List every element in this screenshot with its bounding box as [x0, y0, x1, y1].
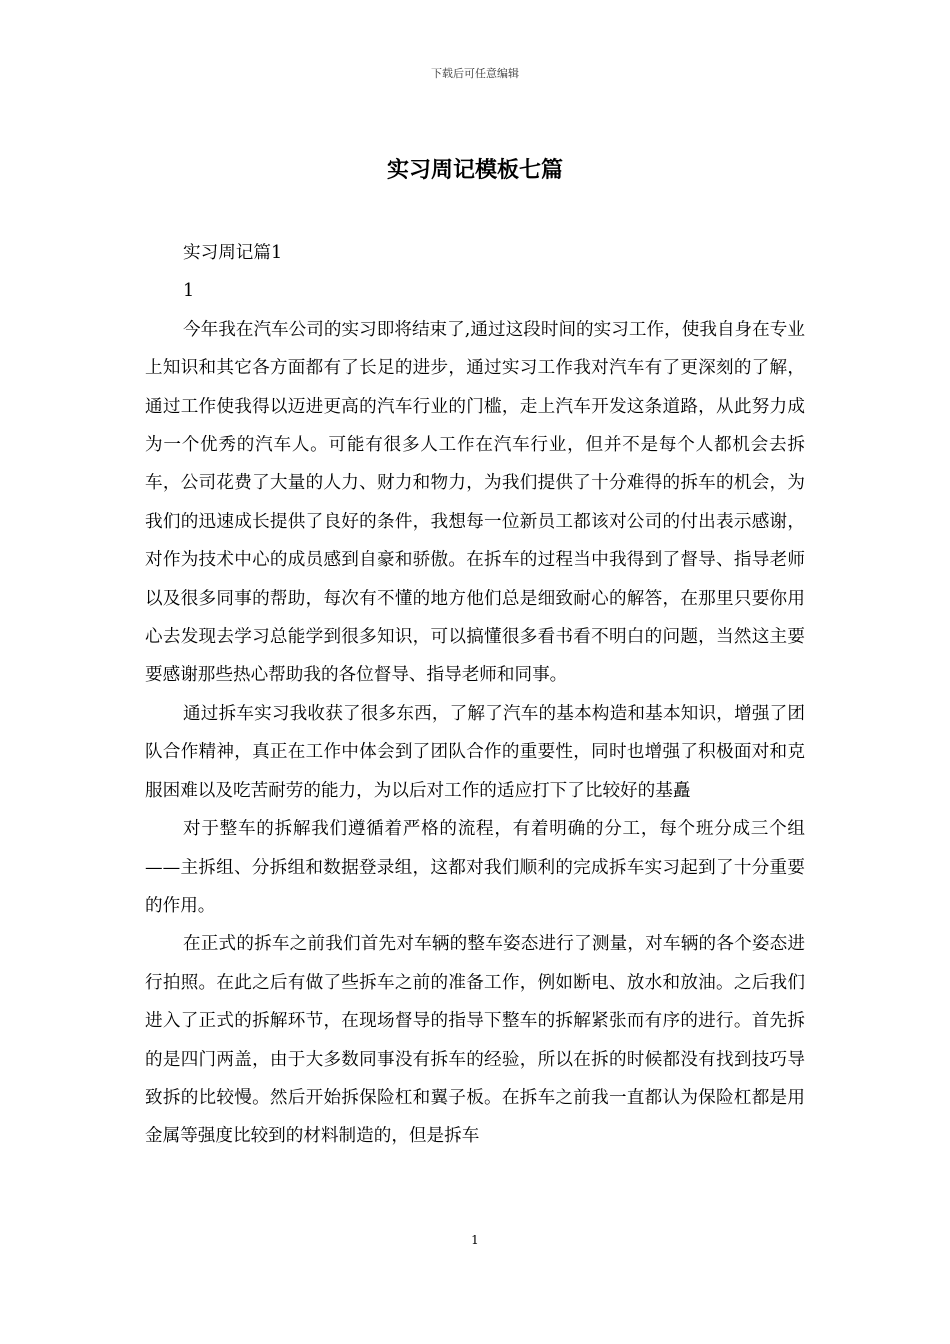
body-paragraph: 对于整车的拆解我们遵循着严格的流程，有着明确的分工，每个班分成三个组——主拆组、分拆组和数据登录组，这都对我们顺利的完成拆车实习起到了十分重要的作用。 — [145, 819, 805, 916]
body-paragraph: 在正式的拆车之前我们首先对车辆的整车姿态进行了测量，对车辆的各个姿态进行拍照。在此之后有做了些拆车之前的准备工作，例如断电、放水和放油。之后我们进入了正式的拆解环节，在现场督导的指导下整车的拆解紧张而有序的进行。首先拆的是四门两盖，由于大多数同事没有拆车的经验，所以在拆的时候都没有找到技巧导致拆的比较慢。然后开始拆保险杠和翼子板。在拆车之前我一直都认为保险杠都是用金属等强度比较到的材料制造的，但是拆车 — [145, 934, 805, 1147]
page-number: 1 — [471, 1233, 479, 1247]
document-title: 实习周记模板七篇 — [386, 157, 563, 183]
section-number: 1 — [183, 281, 195, 302]
page-header: 下载后可任意编辑 — [431, 67, 519, 80]
document-body — [145, 234, 805, 1156]
section-heading: 实习周记篇1 — [183, 243, 283, 263]
body-paragraph: 通过拆车实习我收获了很多东西，了解了汽车的基本构造和基本知识，增强了团队合作精神，真正在工作中体会到了团队合作的重要性，同时也增强了积极面对和克服困难以及吃苦耐劳的能力，为以后对工作的适应打下了比较好的基矗 — [145, 703, 805, 801]
body-paragraph: 今年我在汽车公司的实习即将结束了,通过这段时间的实习工作，使我自身在专业上知识和其它各方面都有了长足的进步，通过实习工作我对汽车有了更深刻的了解，通过工作使我得以迈进更高的汽车行业的门槛，走上汽车开发这条道路，从此努力成为一个优秀的汽车人。可能有很多人工作在汽车行业，但并不是每个人都机会去拆车，公司花费了大量的人力、财力和物力，为我们提供了十分难得的拆车的机会，为我们的迅速成长提供了良好的条件，我想每一位新员工都该对公司的付出表示感谢，对作为技术中心的成员感到自豪和骄傲。在拆车的过程当中我得到了督导、指导老师以及很多同事的帮助，每次有不懂的地方他们总是细致耐心的解答，在那里只要你用心去发现去学习总能学到很多知识，可以搞懂很多看书看不明白的问题，当然这主要要感谢那些热心帮助我的各位督导、指导老师和同事。 — [145, 319, 805, 686]
